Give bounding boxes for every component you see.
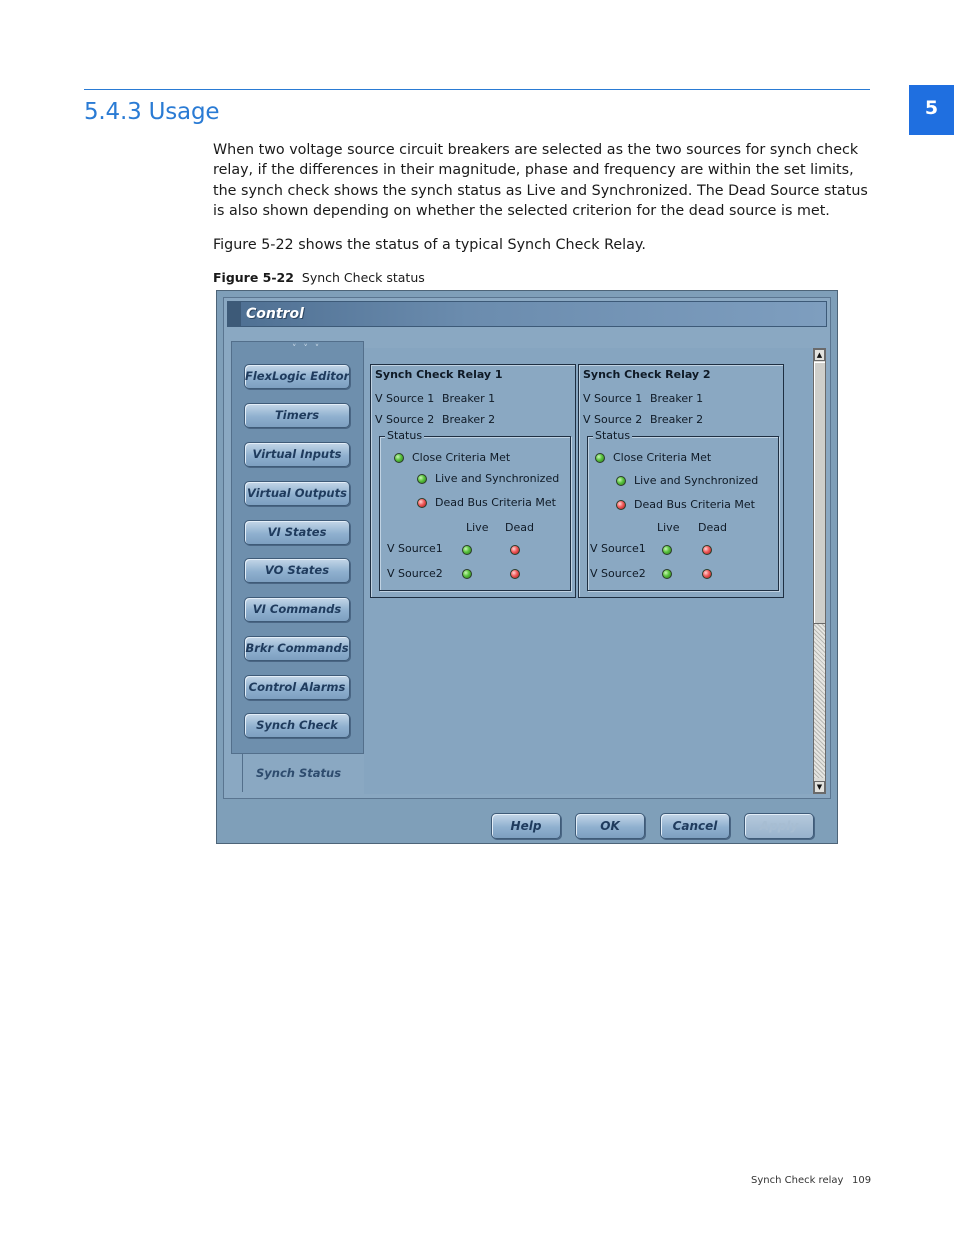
scrollbar-thumb[interactable] (814, 362, 825, 624)
figure-label: Figure 5-22 (213, 270, 294, 285)
live-header: Live (657, 521, 680, 534)
live-sync-led-icon (616, 476, 626, 486)
ok-button[interactable]: OK (575, 813, 645, 839)
vsource2-row-label: V Source2 (387, 567, 443, 580)
relay-title: Synch Check Relay 1 (375, 368, 503, 381)
header-rule (84, 89, 870, 90)
status-legend: Status (387, 429, 423, 442)
nav-button-vi-states[interactable]: VI States (244, 520, 350, 545)
nav-button-flexlogic-editor[interactable]: FlexLogic Editor (244, 364, 350, 389)
nav-button-synch-check[interactable]: Synch Check (244, 713, 350, 738)
dialog-title: Control (246, 306, 304, 322)
dead-bus-label: Dead Bus Criteria Met (435, 496, 556, 509)
vsource1-value: Breaker 1 (650, 392, 704, 405)
vsource2-value: Breaker 2 (650, 413, 704, 426)
relay-panel-2 (578, 364, 784, 598)
dead-header: Dead (698, 521, 727, 534)
close-criteria-label: Close Criteria Met (613, 451, 712, 464)
vsource2-row-label: V Source2 (590, 567, 646, 580)
nav-button-brkr-commands[interactable]: Brkr Commands (244, 636, 350, 661)
vsource2-live-led-icon (662, 569, 672, 579)
relay-panel-1 (370, 364, 576, 598)
titlebar-notch (227, 301, 241, 327)
status-group (379, 429, 571, 591)
nav-button-virtual-inputs[interactable]: Virtual Inputs (244, 442, 350, 467)
cancel-button[interactable]: Cancel (660, 813, 730, 839)
apply-button[interactable]: Apply (744, 813, 814, 839)
vsource1-row-label: V Source1 (387, 542, 443, 555)
dialog-titlebar (227, 301, 827, 327)
vsource2-label: V Source 2 (583, 413, 643, 426)
vsource1-live-led-icon (662, 545, 672, 555)
body-paragraph-1: When two voltage source circuit breakers are selected as the two sources for synch check relay, if the differences in their magnitude, phase and frequency are within the set limits, the synch check shows the synch status as Live and Synchronized. The Dead Source status is also shown depending on whether the selected criterion for the dead source is met. (213, 142, 868, 219)
chapter-tab: 5 (909, 85, 954, 135)
nav-button-timers[interactable]: Timers (244, 403, 350, 428)
vsource1-value: Breaker 1 (442, 392, 496, 405)
figure-caption-text: Synch Check status (301, 270, 425, 285)
vsource2-live-led-icon (462, 569, 472, 579)
nav-tab-synch-status[interactable] (242, 754, 364, 792)
vsource2-value: Breaker 2 (442, 413, 496, 426)
vsource2-label: V Source 2 (375, 413, 435, 426)
status-legend: Status (595, 429, 631, 442)
figure-caption (213, 270, 425, 285)
body-paragraph-2: Figure 5-22 shows the status of a typical Synch Check Relay. (213, 237, 646, 253)
nav-button-vo-states[interactable]: VO States (244, 558, 350, 583)
close-criteria-led-icon (595, 453, 605, 463)
live-header: Live (466, 521, 489, 534)
vertical-scrollbar[interactable] (813, 348, 826, 794)
section-title: 5.4.3 Usage (84, 99, 220, 125)
nav-panel (231, 341, 364, 754)
nav-button-control-alarms[interactable]: Control Alarms (244, 675, 350, 700)
vsource1-label: V Source 1 (583, 392, 643, 405)
close-criteria-led-icon (394, 453, 404, 463)
nav-button-virtual-outputs[interactable]: Virtual Outputs (244, 481, 350, 506)
scroll-up-arrow-icon[interactable]: ▲ (814, 349, 825, 361)
collapse-grip-icon[interactable]: ˅ ˅ ˅ (292, 344, 322, 354)
page-number: 109 (852, 1175, 872, 1186)
nav-button-vi-commands[interactable]: VI Commands (244, 597, 350, 622)
dead-bus-led-icon (616, 500, 626, 510)
close-criteria-label: Close Criteria Met (412, 451, 511, 464)
help-button[interactable]: Help (491, 813, 561, 839)
control-dialog (216, 290, 838, 844)
nav-tab-synch-status-label: Synch Status (256, 766, 342, 780)
status-group (587, 429, 779, 591)
live-sync-led-icon (417, 474, 427, 484)
vsource1-dead-led-icon (510, 545, 520, 555)
dead-header: Dead (505, 521, 534, 534)
scrollbar-track[interactable] (814, 624, 825, 778)
footer-text: Synch Check relay (751, 1175, 844, 1186)
dialog-body (223, 297, 831, 799)
live-sync-label: Live and Synchronized (435, 472, 560, 485)
vsource1-row-label: V Source1 (590, 542, 646, 555)
vsource1-label: V Source 1 (375, 392, 435, 405)
vsource1-dead-led-icon (702, 545, 712, 555)
dead-bus-label: Dead Bus Criteria Met (634, 498, 755, 511)
vsource2-dead-led-icon (702, 569, 712, 579)
vsource2-dead-led-icon (510, 569, 520, 579)
dead-bus-led-icon (417, 498, 427, 508)
relay-title: Synch Check Relay 2 (583, 368, 711, 381)
scroll-down-arrow-icon[interactable]: ▼ (814, 781, 825, 793)
vsource1-live-led-icon (462, 545, 472, 555)
live-sync-label: Live and Synchronized (634, 474, 759, 487)
